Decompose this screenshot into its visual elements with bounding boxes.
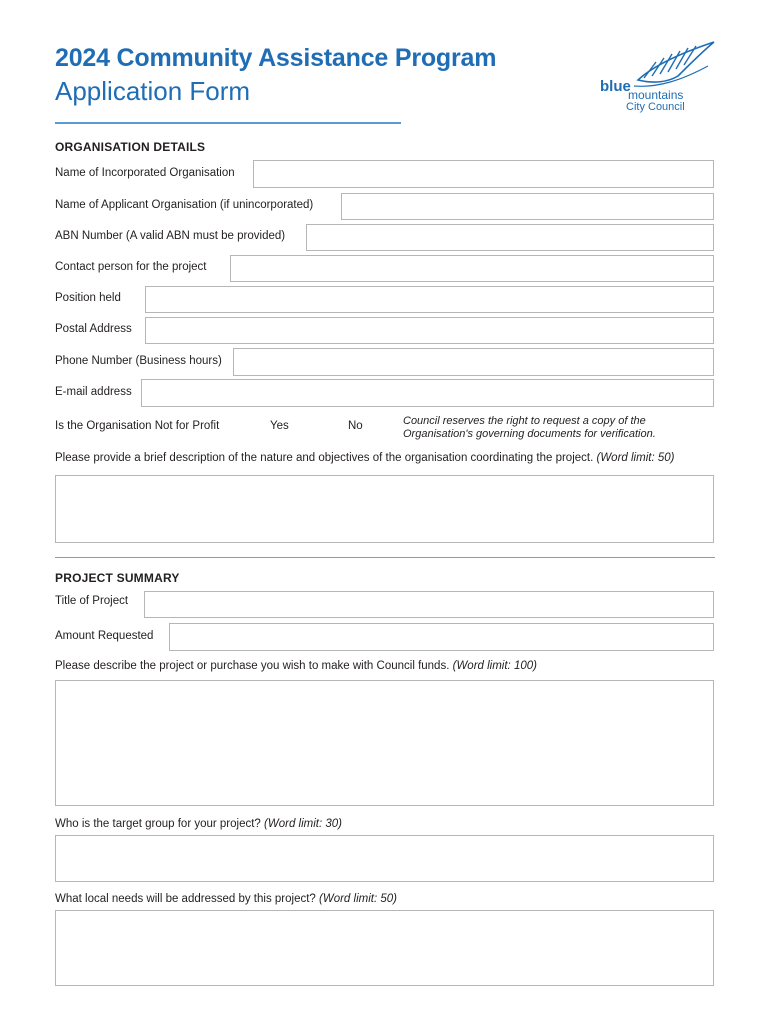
project-describe-text: Please describe the project or purchase you wish to make with Council funds. [55, 660, 450, 672]
section-divider [55, 557, 715, 558]
target-group-prompt [55, 818, 342, 830]
amount-field[interactable] [169, 623, 714, 651]
governing-documents-note [403, 415, 656, 441]
title-divider [55, 122, 401, 124]
organisation-heading: ORGANISATION DETAILS [55, 140, 206, 154]
position-label: Position held [55, 292, 121, 304]
incorporated-name-field[interactable] [253, 160, 714, 188]
logo-text-council: City Council [626, 101, 685, 113]
logo-text-mountains: mountains [628, 88, 684, 102]
target-group-field[interactable] [55, 835, 714, 882]
project-title-label: Title of Project [55, 595, 129, 607]
organisation-description-prompt [55, 452, 674, 464]
not-for-profit-label: Is the Organisation Not for Profit [55, 420, 220, 432]
project-heading: PROJECT SUMMARY [55, 571, 180, 585]
applicant-name-field[interactable] [341, 193, 714, 220]
abn-field[interactable] [306, 224, 714, 251]
organisation-description-limit: (Word limit: 50) [596, 452, 675, 464]
project-title-field[interactable] [144, 591, 714, 618]
organisation-description-field[interactable] [55, 475, 714, 543]
local-needs-field[interactable] [55, 910, 714, 986]
note-line-2: Organisation's governing documents for verification. [403, 428, 656, 440]
local-needs-limit: (Word limit: 50) [319, 893, 397, 905]
target-group-limit: (Word limit: 30) [264, 818, 342, 830]
form-title: 2024 Community Assistance Program [55, 44, 497, 72]
form-subtitle: Application Form [55, 76, 251, 106]
logo-text-blue: blue [600, 78, 631, 95]
contact-label: Contact person for the project [55, 261, 207, 273]
leaf-logo-icon [634, 42, 714, 86]
abn-label: ABN Number (A valid ABN must be provided) [55, 230, 286, 242]
note-line-1: Council reserves the right to request a copy of the [403, 415, 646, 427]
position-field[interactable] [145, 286, 714, 313]
phone-label: Phone Number (Business hours) [55, 355, 222, 367]
incorporated-name-label: Name of Incorporated Organisation [55, 167, 235, 179]
project-describe-prompt [55, 660, 537, 672]
council-logo [598, 36, 718, 116]
phone-field[interactable] [233, 348, 714, 376]
local-needs-text: What local needs will be addressed by this project? [55, 893, 316, 905]
not-for-profit-yes[interactable]: Yes [270, 420, 289, 432]
local-needs-prompt [55, 893, 397, 905]
organisation-description-text: Please provide a brief description of the nature and objectives of the organisation coordinating the project. [55, 452, 594, 464]
amount-label: Amount Requested [55, 630, 154, 642]
postal-label: Postal Address [55, 323, 132, 335]
target-group-text: Who is the target group for your project? [55, 818, 261, 830]
email-field[interactable] [141, 379, 714, 407]
project-describe-limit: (Word limit: 100) [452, 660, 537, 672]
email-label: E-mail address [55, 386, 132, 398]
project-describe-field[interactable] [55, 680, 714, 806]
postal-field[interactable] [145, 317, 714, 344]
applicant-name-label: Name of Applicant Organisation (if unincorporated) [55, 199, 314, 211]
contact-field[interactable] [230, 255, 714, 282]
not-for-profit-no[interactable]: No [348, 420, 363, 432]
